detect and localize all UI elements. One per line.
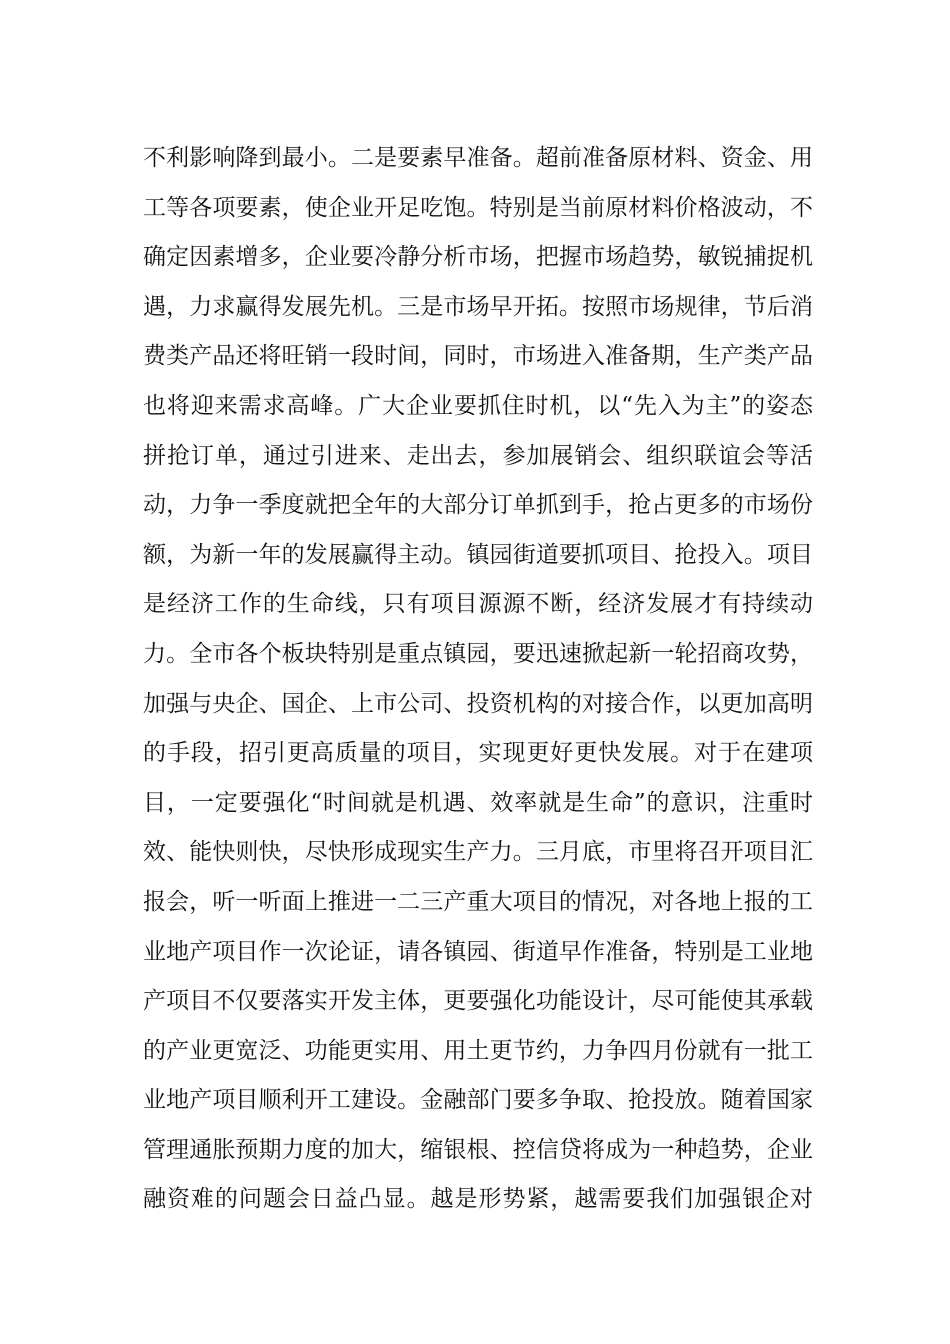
text-line: 额，为新一年的发展赢得主动。镇园街道要抓项目、抢投入。项目 (143, 541, 813, 568)
text-line: 力。全市各个板块特别是重点镇园，要迅速掀起新一轮招商攻势， (143, 640, 813, 667)
text-line: 确定因素增多，企业要冷静分析市场，把握市场趋势，敏锐捕捉机 (143, 244, 813, 271)
text-line: 产项目不仅要落实开发主体，更要强化功能设计，尽可能使其承载 (143, 988, 813, 1015)
text-line: 融资难的问题会日益凸显。越是形势紧，越需要我们加强银企对 (143, 1186, 813, 1213)
text-line: 是经济工作的生命线，只有项目源源不断，经济发展才有持续动 (143, 591, 813, 618)
text-line: 目，一定要强化“时间就是机遇、效率就是生命”的意识，注重时 (143, 789, 813, 816)
text-line: 业地产项目作一次论证，请各镇园、街道早作准备，特别是工业地 (143, 938, 813, 965)
text-line: 也将迎来需求高峰。广大企业要抓住时机，以“先入为主”的姿态 (143, 392, 813, 419)
text-line: 的产业更宽泛、功能更实用、用土更节约，力争四月份就有一批工 (143, 1037, 813, 1064)
text-line: 动，力争一季度就把全年的大部分订单抓到手，抢占更多的市场份 (143, 492, 813, 519)
text-line: 遇，力求赢得发展先机。三是市场早开拓。按照市场规律，节后消 (143, 293, 813, 320)
text-line: 加强与央企、国企、上市公司、投资机构的对接合作，以更加高明 (143, 690, 813, 717)
text-line: 效、能快则快，尽快形成现实生产力。三月底，市里将召开项目汇 (143, 839, 813, 866)
text-line: 不利影响降到最小。二是要素早准备。超前准备原材料、资金、用 (143, 145, 813, 171)
text-line: 费类产品还将旺销一段时间，同时，市场进入准备期，生产类产品 (143, 343, 813, 370)
text-line: 管理通胀预期力度的加大，缩银根、控信贷将成为一种趋势，企业 (143, 1136, 813, 1163)
text-line: 的手段，招引更高质量的项目，实现更好更快发展。对于在建项 (143, 740, 813, 767)
text-line: 拼抢订单，通过引进来、走出去，参加展销会、组织联谊会等活 (143, 442, 813, 469)
text-line: 工等各项要素，使企业开足吃饱。特别是当前原材料价格波动，不 (143, 194, 813, 221)
text-line: 业地产项目顺利开工建设。金融部门要多争取、抢投放。随着国家 (143, 1087, 813, 1114)
body-text (143, 134, 813, 1225)
text-line: 报会，听一听面上推进一二三产重大项目的情况，对各地上报的工 (143, 888, 813, 915)
